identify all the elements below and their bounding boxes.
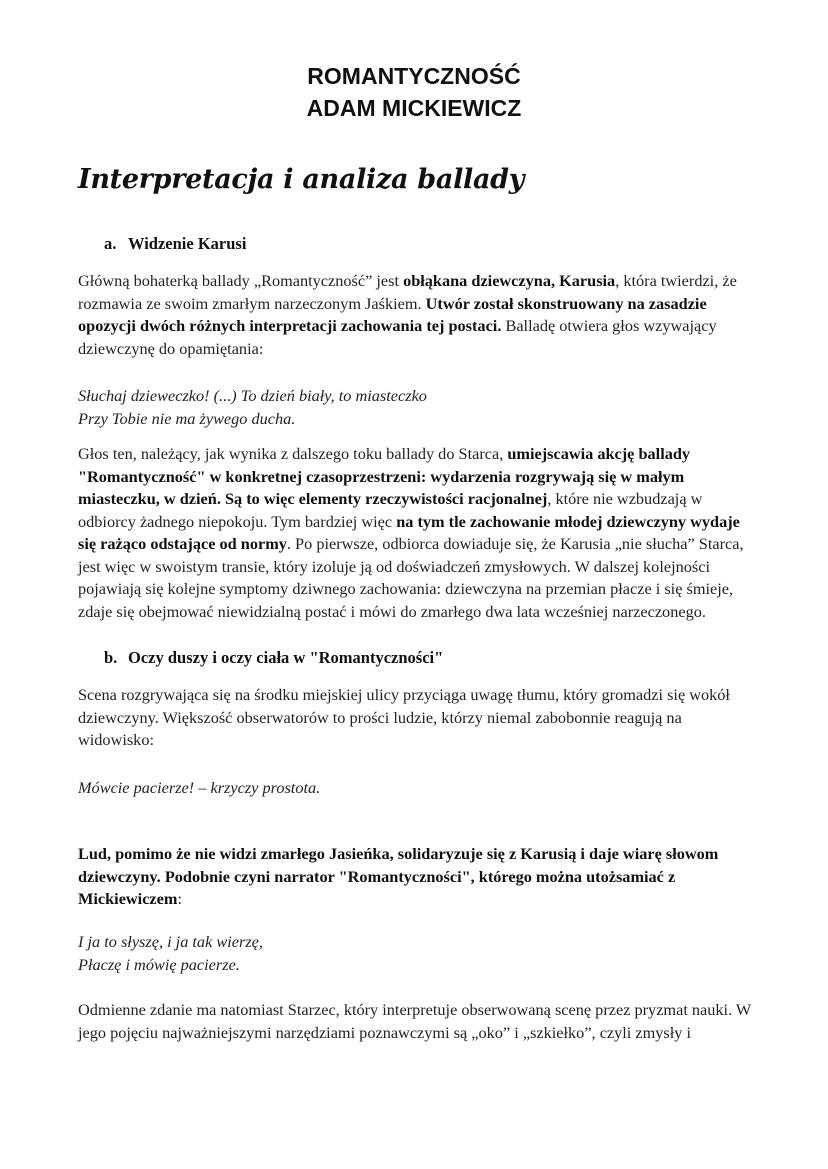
quote-line: Słuchaj dzieweczko! (...) To dzień biały, to miasteczko: [78, 386, 427, 405]
text-run: Głos ten, należący, jak wynika z dalszego toku ballady do Starca,: [78, 444, 508, 463]
text-line: Odmienne zdanie ma natomiast Starzec, który interpretuje obserwowaną scenę przez pryzmat nauki. W: [78, 1000, 752, 1019]
bold-line: "Romantyczność" w konkretnej czasoprzestrzeni: wydarzenia rozgrywają się w małym: [78, 466, 685, 486]
subheading-a-marker: a.: [104, 234, 117, 253]
document-title-line-1: ROMANTYCZNOŚĆ: [307, 63, 521, 89]
bold-run: obłąkana dziewczyna, Karusia: [403, 271, 616, 290]
section-heading: Interpretacja i analiza ballady: [78, 164, 525, 195]
quote-line: Mówcie pacierze! – krzyczy prostota.: [78, 778, 321, 797]
bold-run: Utwór został skonstruowany na zasadzie: [425, 293, 707, 313]
bold-run: miasteczku, w dzień. Są to więc elementy rzeczywistości racjonalnej: [78, 489, 548, 508]
text-run: , które nie wzbudzają w: [547, 489, 703, 508]
quote-b-1: [78, 777, 768, 800]
text-line: jego pojęciu najważniejszymi narzędziami poznawczymi są „oko” i „szkiełko”, czyli zmysły i: [78, 1022, 692, 1042]
subheading-b: [104, 648, 443, 668]
text-run: :: [177, 889, 182, 908]
text-line: dziewczyny. Większość obserwatorów to prości ludzie, którzy niemal zabobonnie reagują na: [78, 707, 682, 727]
paragraph-b-1: [78, 684, 768, 752]
bold-run: opozycji dwóch różnych interpretacji zachowania tej postaci.: [78, 316, 502, 335]
text-line: widowisko:: [78, 730, 154, 749]
text-run: rozmawia ze swoim zmarłym narzeczonym Jaśkiem.: [78, 293, 426, 313]
text-line: dziewczynę do opamiętania:: [78, 338, 264, 358]
subheading-a: [104, 234, 246, 254]
text-line: jest więc w swoistym transie, który izoluje ją od doświadczeń zmysłowych. W dalszej kolejności: [78, 556, 710, 576]
text-line: zdaje się obejmować niewidzialną postać i mówi do zmarłego dwa lata wcześniej narzeczonego.: [78, 601, 706, 621]
subheading-a-title: Widzenie Karusi: [128, 234, 247, 253]
text-line: Scena rozgrywająca się na środku miejskiej ulicy przyciąga uwagę tłumu, który gromadzi się wokół: [78, 685, 730, 704]
bold-run: umiejscawia akcję ballady: [507, 444, 691, 463]
text-line: pojawiają się kolejne symptomy dziwnego zachowania: dziewczyna na przemian płacze i się śmieje,: [78, 579, 734, 598]
paragraph-b-2: [78, 843, 768, 911]
bold-run: Mickiewiczem: [78, 889, 178, 908]
text-run: Główną bohaterką ballady „Romantyczność” jest: [78, 271, 404, 290]
bold-line: Lud, pomimo że nie widzi zmarłego Jasieńka, solidaryzuje się z Karusią i daje wiarę słowom: [78, 844, 719, 863]
bold-line: dziewczyny. Podobnie czyni narrator "Romantyczności", którego można utożsamiać z: [78, 866, 676, 886]
paragraph-a-2: [78, 443, 768, 623]
quote-line: I ja to słyszę, i ja tak wierzę,: [78, 932, 263, 951]
quote-line: Płaczę i mówię pacierze.: [78, 954, 240, 974]
text-run: Balladę otwiera głos wzywający: [501, 316, 717, 335]
text-run: odbiorcy żadnego niepokoju. Tym bardziej więc: [78, 511, 397, 531]
subheading-b-title: Oczy duszy i oczy ciała w "Romantyczności": [128, 648, 444, 667]
paragraph-b-3: [78, 999, 768, 1044]
quote-a-1: [78, 385, 768, 430]
text-run: , która twierdzi, że: [615, 271, 737, 290]
subheading-b-marker: b.: [104, 648, 118, 667]
bold-run: się rażąco odstające od normy: [78, 534, 287, 553]
bold-run: na tym tle zachowanie młodej dziewczyny wydaje: [396, 511, 740, 531]
document-title-line-2: ADAM MICKIEWICZ: [306, 95, 522, 121]
paragraph-a-1: [78, 270, 768, 360]
quote-line: Przy Tobie nie ma żywego ducha.: [78, 408, 296, 428]
quote-b-2: [78, 931, 768, 976]
text-run: . Po pierwsze, odbiorca dowiaduje się, że Karusia „nie słucha” Starca,: [286, 534, 744, 553]
